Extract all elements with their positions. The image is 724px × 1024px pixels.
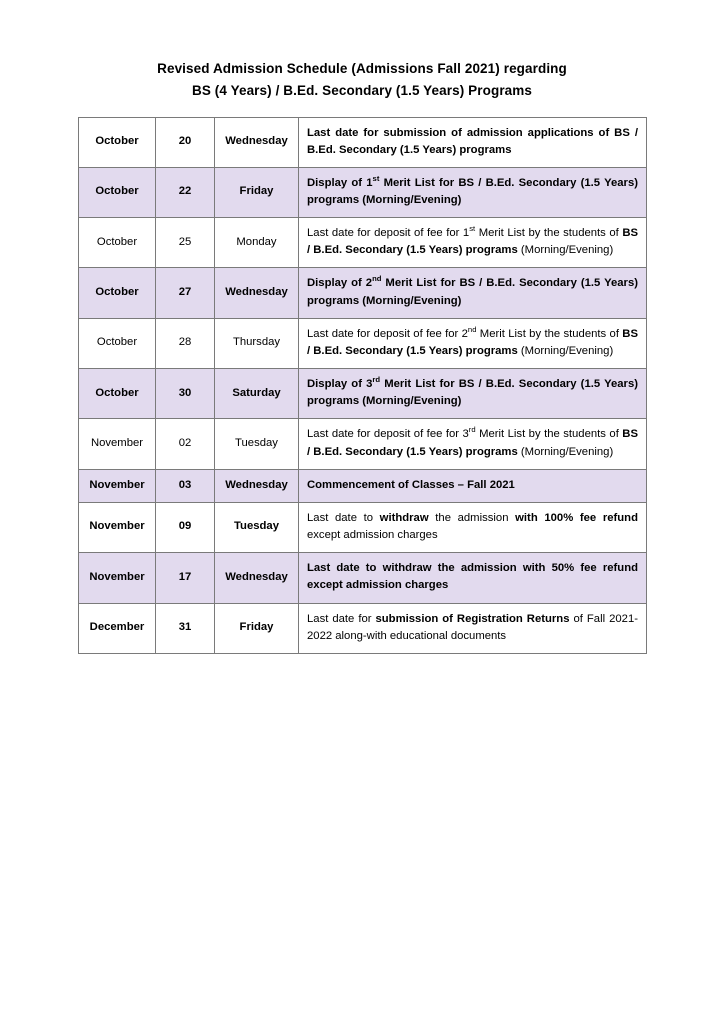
cell-day: 03 <box>156 469 215 502</box>
cell-weekday: Tuesday <box>215 419 299 469</box>
table-row <box>79 117 647 167</box>
cell-month: December <box>79 603 156 653</box>
cell-description: Last date to withdraw the admission with 50% fee refund except admission charges <box>299 553 647 603</box>
cell-month: October <box>79 218 156 268</box>
cell-day: 25 <box>156 218 215 268</box>
cell-weekday: Saturday <box>215 369 299 419</box>
cell-weekday: Wednesday <box>215 117 299 167</box>
cell-month: November <box>79 553 156 603</box>
cell-description: Last date for deposit of fee for 1st Merit List by the students of BS / B.Ed. Secondary (1.5 Years) programs (Morning/Evening) <box>299 218 647 268</box>
cell-day: 28 <box>156 318 215 368</box>
cell-month: October <box>79 167 156 217</box>
cell-day: 20 <box>156 117 215 167</box>
cell-month: October <box>79 369 156 419</box>
cell-weekday: Thursday <box>215 318 299 368</box>
cell-month: November <box>79 469 156 502</box>
page-title <box>78 58 646 103</box>
cell-day: 31 <box>156 603 215 653</box>
cell-month: October <box>79 268 156 318</box>
cell-day: 27 <box>156 268 215 318</box>
cell-weekday: Friday <box>215 167 299 217</box>
cell-day: 22 <box>156 167 215 217</box>
admission-schedule-table <box>78 117 647 654</box>
cell-description: Last date for deposit of fee for 2nd Merit List by the students of BS / B.Ed. Secondary (1.5 Years) programs (Morning/Evening) <box>299 318 647 368</box>
cell-month: October <box>79 117 156 167</box>
cell-weekday: Tuesday <box>215 502 299 552</box>
cell-month: November <box>79 419 156 469</box>
cell-day: 02 <box>156 419 215 469</box>
table-row <box>79 419 647 469</box>
table-row <box>79 167 647 217</box>
cell-day: 30 <box>156 369 215 419</box>
page-title-line-1: Revised Admission Schedule (Admissions Fall 2021) regarding <box>157 61 567 76</box>
cell-weekday: Wednesday <box>215 469 299 502</box>
cell-description: Display of 3rd Merit List for BS / B.Ed. Secondary (1.5 Years) programs (Morning/Evening) <box>299 369 647 419</box>
cell-description: Commencement of Classes – Fall 2021 <box>299 469 647 502</box>
table-row <box>79 502 647 552</box>
table-body <box>79 117 647 653</box>
cell-weekday: Friday <box>215 603 299 653</box>
cell-month: October <box>79 318 156 368</box>
table-row <box>79 603 647 653</box>
page-title-line-2: BS (4 Years) / B.Ed. Secondary (1.5 Years) Programs <box>191 83 532 99</box>
table-row <box>79 553 647 603</box>
table-row <box>79 268 647 318</box>
cell-description: Last date for submission of Registration Returns of Fall 2021-2022 along-with educational documents <box>299 603 647 653</box>
table-row <box>79 369 647 419</box>
table-row <box>79 469 647 502</box>
cell-weekday: Wednesday <box>215 553 299 603</box>
cell-weekday: Wednesday <box>215 268 299 318</box>
cell-weekday: Monday <box>215 218 299 268</box>
cell-description: Last date for deposit of fee for 3rd Merit List by the students of BS / B.Ed. Secondary (1.5 Years) programs (Morning/Evening) <box>299 419 647 469</box>
table-row <box>79 218 647 268</box>
cell-day: 09 <box>156 502 215 552</box>
cell-day: 17 <box>156 553 215 603</box>
cell-description: Last date to withdraw the admission with 100% fee refund except admission charges <box>299 502 647 552</box>
table-row <box>79 318 647 368</box>
cell-month: November <box>79 502 156 552</box>
cell-description: Last date for submission of admission applications of BS / B.Ed. Secondary (1.5 Years) programs <box>299 117 647 167</box>
cell-description: Display of 1st Merit List for BS / B.Ed. Secondary (1.5 Years) programs (Morning/Evening) <box>299 167 647 217</box>
cell-description: Display of 2nd Merit List for BS / B.Ed. Secondary (1.5 Years) programs (Morning/Evening) <box>299 268 647 318</box>
